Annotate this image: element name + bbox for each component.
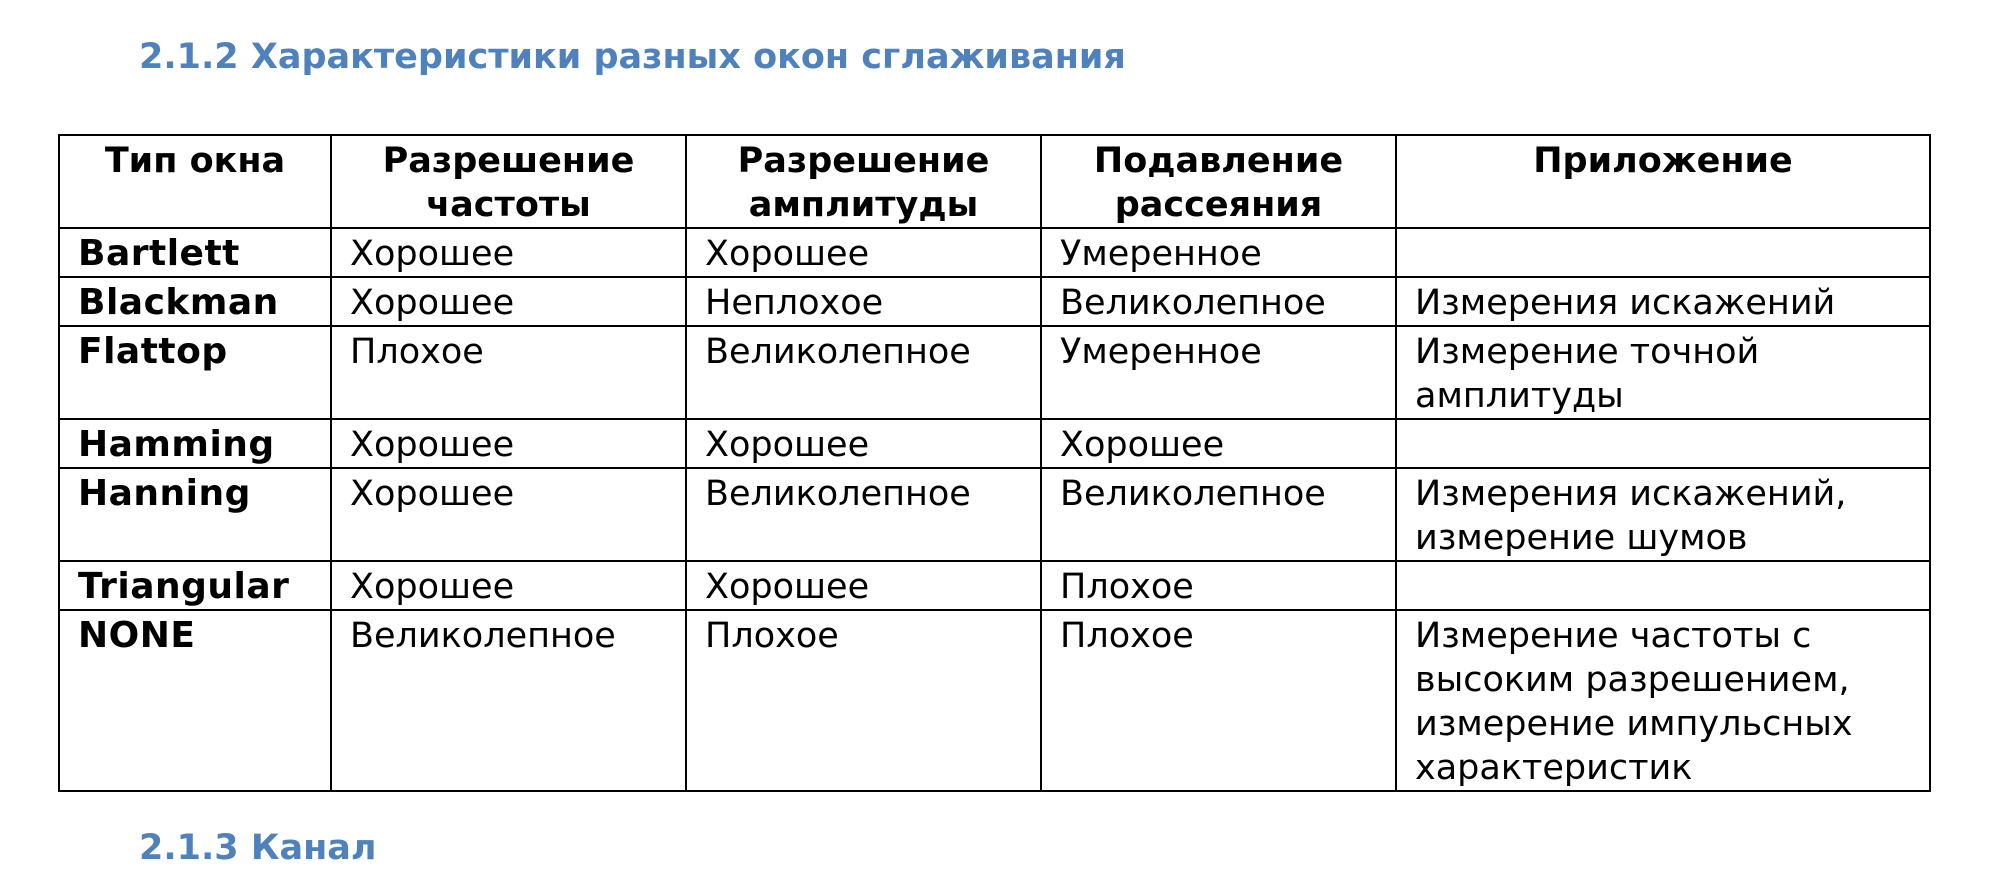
cell-frequency-resolution: Хорошее [331,277,686,326]
table-row [59,419,1930,468]
table-row [59,228,1930,277]
cell-leakage-suppression: Умеренное [1041,228,1396,277]
header-application: Приложение [1396,135,1930,228]
header-frequency-resolution: Разрешение частоты [331,135,686,228]
section-heading: 2.1.2 Характеристики разных окон сглаживания [139,37,1126,77]
cell-leakage-suppression: Великолепное [1041,468,1396,561]
cell-leakage-suppression: Плохое [1041,561,1396,610]
table-row [59,468,1930,561]
cell-leakage-suppression: Умеренное [1041,326,1396,419]
cell-frequency-resolution: Хорошее [331,561,686,610]
cell-window-type: Hanning [59,468,331,561]
cell-amplitude-resolution: Неплохое [686,277,1041,326]
header-amplitude-resolution: Разрешение амплитуды [686,135,1041,228]
cell-window-type: Flattop [59,326,331,419]
cell-window-type: Bartlett [59,228,331,277]
cell-frequency-resolution: Плохое [331,326,686,419]
cell-frequency-resolution: Великолепное [331,610,686,791]
cell-window-type: Blackman [59,277,331,326]
table-row [59,277,1930,326]
cell-window-type: Triangular [59,561,331,610]
cell-frequency-resolution: Хорошее [331,228,686,277]
cell-amplitude-resolution: Великолепное [686,468,1041,561]
table-header-row [59,135,1930,228]
cell-amplitude-resolution: Хорошее [686,561,1041,610]
cell-frequency-resolution: Хорошее [331,468,686,561]
table-row [59,326,1930,419]
window-characteristics-table [58,134,1931,792]
cell-application [1396,561,1930,610]
cell-window-type: NONE [59,610,331,791]
cell-leakage-suppression: Великолепное [1041,277,1396,326]
cell-leakage-suppression: Плохое [1041,610,1396,791]
header-leakage-suppression: Подавление рассеяния [1041,135,1396,228]
table-row [59,561,1930,610]
cell-amplitude-resolution: Великолепное [686,326,1041,419]
cell-application: Измерение точной амплитуды [1396,326,1930,419]
cell-application: Измерения искажений, измерение шумов [1396,468,1930,561]
header-window-type: Тип окна [59,135,331,228]
next-section-heading: 2.1.3 Канал [139,828,377,868]
cell-amplitude-resolution: Хорошее [686,228,1041,277]
cell-amplitude-resolution: Плохое [686,610,1041,791]
cell-amplitude-resolution: Хорошее [686,419,1041,468]
table-row [59,610,1930,791]
cell-application [1396,228,1930,277]
cell-application: Измерения искажений [1396,277,1930,326]
cell-application [1396,419,1930,468]
cell-leakage-suppression: Хорошее [1041,419,1396,468]
cell-application: Измерение частоты с высоким разрешением, измерение импульсных характеристик [1396,610,1930,791]
cell-window-type: Hamming [59,419,331,468]
cell-frequency-resolution: Хорошее [331,419,686,468]
